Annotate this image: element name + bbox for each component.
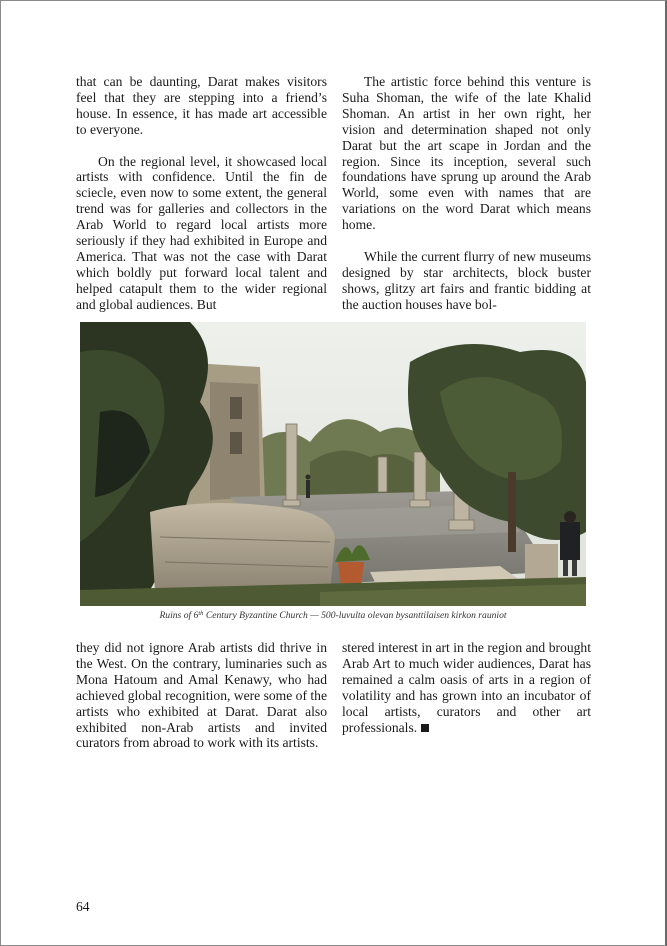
text-column-top-left (76, 74, 327, 313)
paragraph: The artistic force behind this venture is Suha Shoman, the wife of the late Khalid Shoman. An artist in her own right, her vision and determination shaped not only Darat but the art scape in Jordan and the region. Since its inception, several such foundations have sprung up around the Arab World, some even with names that are variations on the word Darat which means home. (342, 74, 591, 233)
photo-caption (80, 608, 586, 622)
paragraph: While the current flurry of new museums designed by star architects, block buster shows, glitzy art fairs and frantic bidding at the auction houses have bol- (342, 248, 591, 312)
paragraph: On the regional level, it showcased local artists with confidence. Until the fin de sciecle, even now to some extent, the general trend was for galleries and collectors in the Arab World to regard local artists more seriously if they had exhibited in Europe and America. That was not the case with Darat which boldly put forward local talent and helped catapult them to the wider regional and global audiences. But (76, 153, 327, 312)
photo-illustration (80, 322, 586, 606)
text-column-top-right (342, 74, 591, 313)
text-column-bottom-right (342, 640, 591, 735)
page-number: 64 (76, 899, 90, 914)
paragraph-text: stered interest in art in the region and brought Arab Art to much wider audiences, Darat has remained a calm oasis of arts in a region of volatility and has grown into an incubator of local artists, curators and other art professionals. (342, 640, 591, 735)
paragraph: they did not ignore Arab artists did thrive in the West. On the contrary, luminaries such as Mona Hatoum and Amal Kenawy, who had achieved global recognition, were some of the artists who exhibited at Darat. Darat also exhibited non-Arab artists and invited curators from abroad to work with its artists. (76, 640, 328, 751)
caption-text: Ruins of 6 (159, 610, 199, 621)
paragraph: that can be daunting, Darat makes visitors feel that they are stepping into a friend’s house. In essence, it has made art accessible to everyone. (76, 74, 327, 137)
text-column-bottom-left (76, 640, 327, 751)
caption-text: Century Byzantine Church — 500-luvulta olevan bysanttilaisen kirkon rauniot (203, 610, 507, 621)
paragraph (342, 640, 591, 735)
caption-superscript: th (198, 610, 204, 617)
end-of-article-square-icon (421, 724, 429, 732)
church-ruins-photo (80, 322, 586, 606)
